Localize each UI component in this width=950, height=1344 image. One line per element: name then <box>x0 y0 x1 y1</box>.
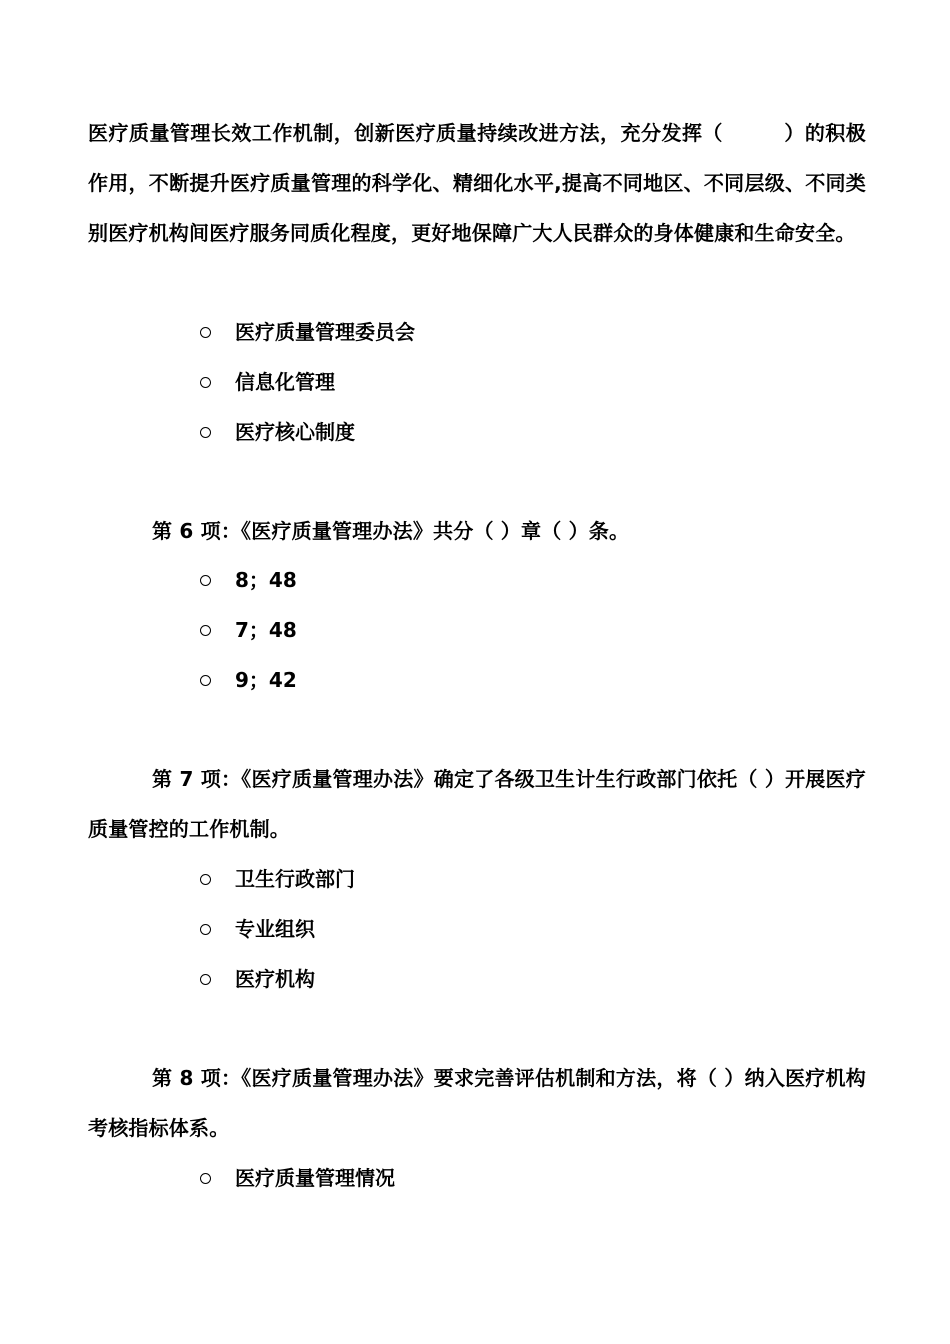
option-label: 医疗质量管理情况 <box>235 1166 395 1190</box>
option-label: 7；48 <box>235 618 297 642</box>
radio-circle-icon[interactable] <box>200 675 211 686</box>
radio-circle-icon[interactable] <box>200 974 211 985</box>
option-label: 8；48 <box>235 568 297 592</box>
question-5-text: 医疗质量管理长效工作机制，创新医疗质量持续改进方法，充分发挥（ ）的积极作用，不断提升医疗质量管理的科学化、精细化水平,提高不同地区、不同层级、不同类别医疗机构间医疗服务同质化程度，更好地保障广大人民群众的身体健康和生命安全。 <box>88 121 866 245</box>
question-7-text: 第 7 项：《医疗质量管理办法》确定了各级卫生计生行政部门依托（ ）开展医疗质量管控的工作机制。 <box>88 767 866 841</box>
radio-circle-icon[interactable] <box>200 874 211 885</box>
radio-circle-icon[interactable] <box>200 377 211 388</box>
option-label: 信息化管理 <box>235 370 335 394</box>
option-q7-c[interactable] <box>198 954 315 1004</box>
radio-circle-icon[interactable] <box>200 924 211 935</box>
option-q6-c[interactable] <box>198 655 297 705</box>
option-label: 医疗质量管理委员会 <box>235 320 415 344</box>
radio-circle-icon[interactable] <box>200 427 211 438</box>
option-q6-b[interactable] <box>198 605 297 655</box>
option-label: 卫生行政部门 <box>235 867 355 891</box>
option-label: 9；42 <box>235 668 297 692</box>
option-q6-a[interactable] <box>198 555 297 605</box>
option-q5-b[interactable] <box>198 357 335 407</box>
radio-circle-icon[interactable] <box>200 625 211 636</box>
option-q5-c[interactable] <box>198 407 355 457</box>
question-6-text: 第 6 项：《医疗质量管理办法》共分（ ）章（ ）条。 <box>152 519 630 543</box>
option-q7-b[interactable] <box>198 904 315 954</box>
option-q7-a[interactable] <box>198 854 355 904</box>
option-q5-a[interactable] <box>198 307 415 357</box>
option-label: 专业组织 <box>235 917 315 941</box>
radio-circle-icon[interactable] <box>200 1173 211 1184</box>
option-q8-a[interactable] <box>198 1153 395 1203</box>
option-label: 医疗机构 <box>235 967 315 991</box>
option-label: 医疗核心制度 <box>235 420 355 444</box>
radio-circle-icon[interactable] <box>200 327 211 338</box>
radio-circle-icon[interactable] <box>200 575 211 586</box>
question-8-text: 第 8 项：《医疗质量管理办法》要求完善评估机制和方法，将（ ）纳入医疗机构考核指标体系。 <box>88 1066 866 1140</box>
